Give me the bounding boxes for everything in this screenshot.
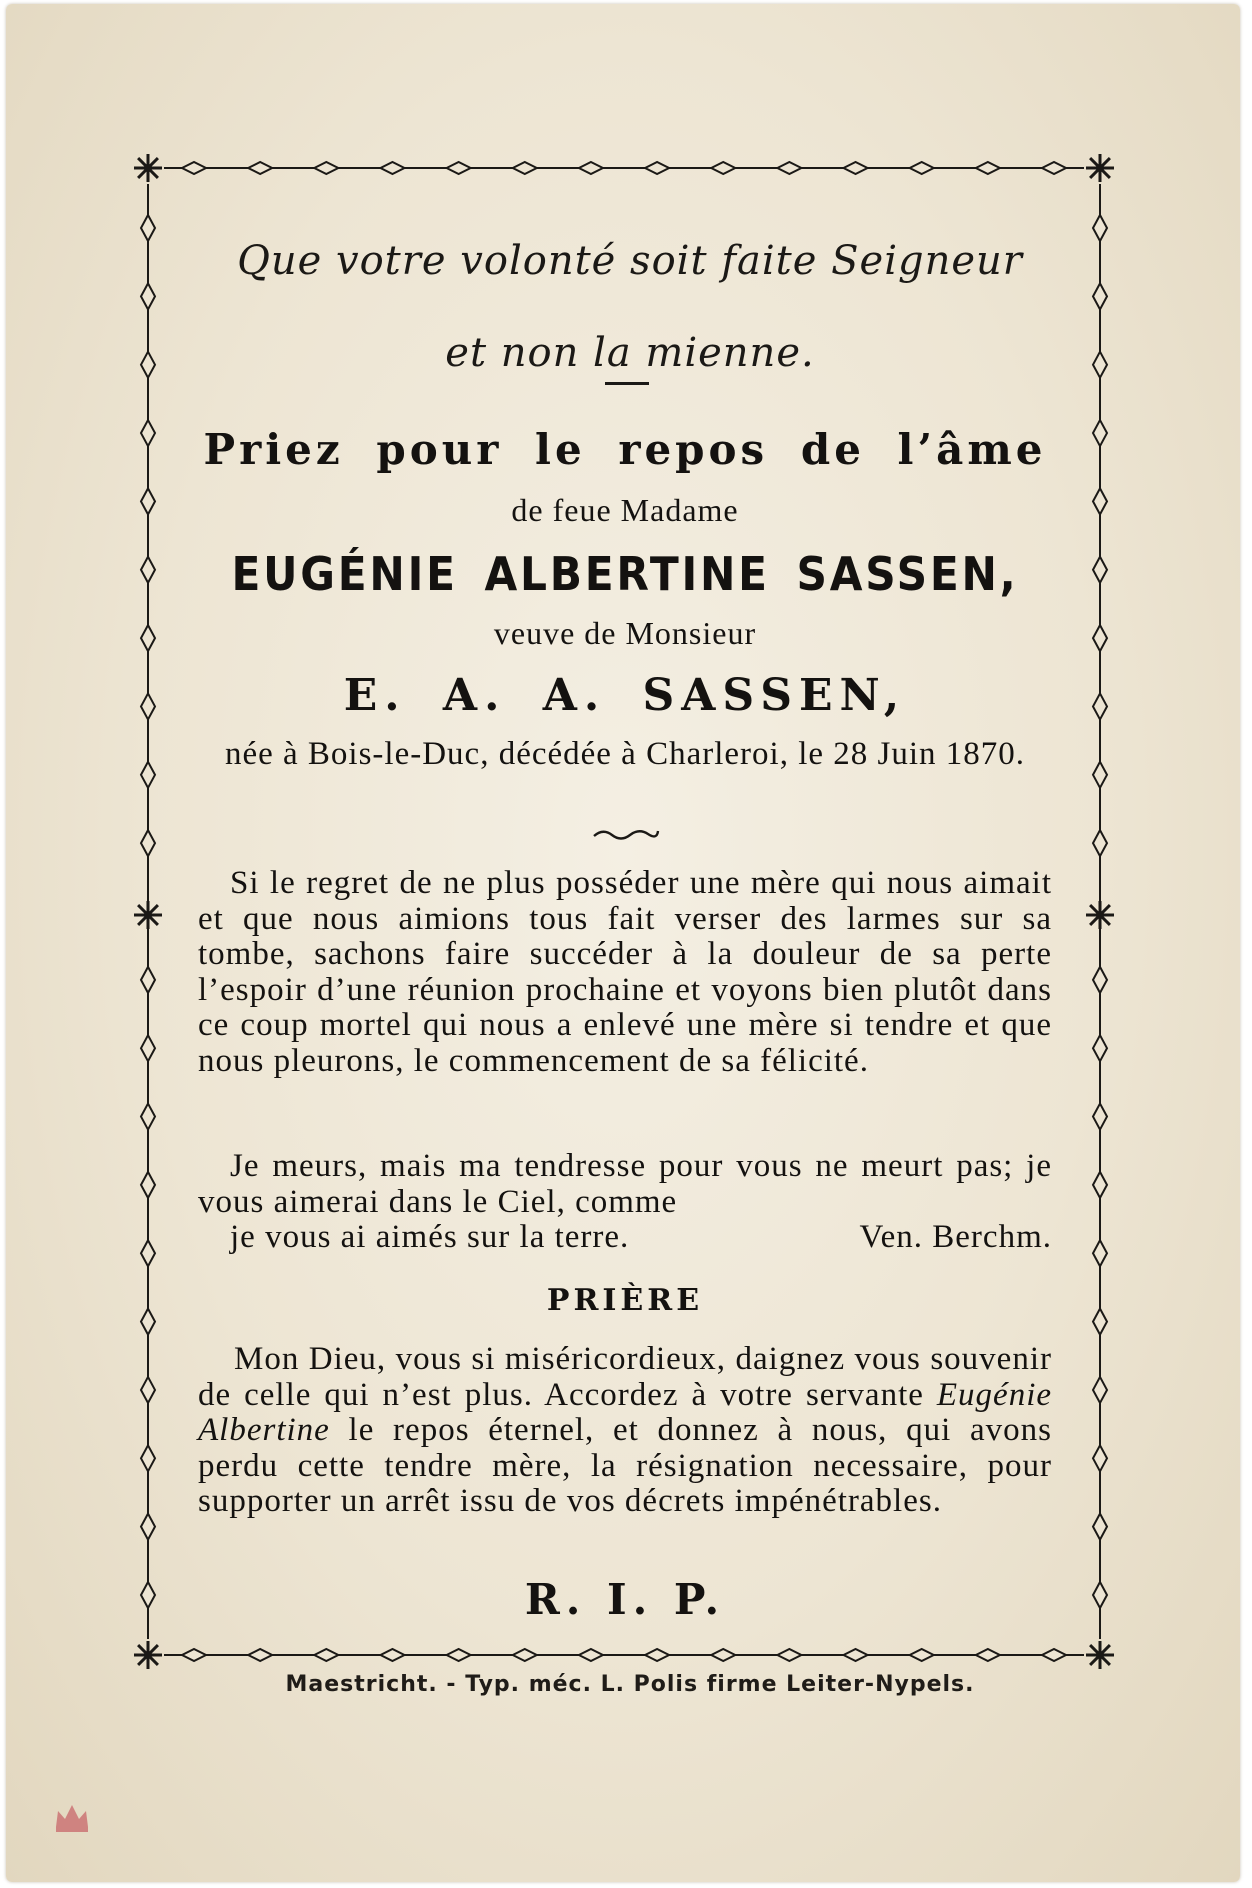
printer-credit: Maestricht. - Typ. méc. L. Polis firme Leiter-Nypels. [285, 1672, 975, 1697]
paragraph-quote [198, 1149, 1052, 1256]
tilde-swirl-icon [590, 826, 662, 842]
husband-name: E. A. A. SASSEN, [343, 670, 907, 721]
birth-death-line: née à Bois-le-Duc, décédée à Charleroi, le 28 Juin 1870. [224, 736, 1026, 772]
prayer-title: PRIÈRE [546, 1283, 704, 1318]
deceased-name: EUGÉNIE ALBERTINE SASSEN, [231, 547, 1019, 601]
prayer-text [198, 1342, 1052, 1520]
motto: Que votre volonté soit faite Seigneur et non la mienne. [237, 238, 1023, 376]
quote-last-line: je vous ai aimés sur la terre. [230, 1219, 630, 1256]
quote-text: Je meurs, mais ma tendresse pour vous ne meurt pas; je vous aimerai dans le Ciel, comme [198, 1148, 1052, 1220]
paragraph-regret: Si le regret de ne plus posséder une mère qui nous aimait et que nous aimions tous fait verser des larmes sur sa tombe, sachons faire succéder à la douleur de sa perte l’espoir d’une réunion prochaine et voyons bien plutôt dans ce coup mortel qui nous a enlevé une mère si tendre et que nous pleurons, le commencement de sa félicité. [198, 865, 1052, 1079]
feue-line: de feue Madame [511, 492, 739, 528]
collector-stamp-icon [50, 1797, 94, 1835]
prayer-name: Eugénie Albertine [198, 1376, 1053, 1449]
quote-source: Ven. Berchm. [859, 1219, 1052, 1256]
quote-signature-line [198, 1220, 1052, 1256]
prayer-text-after: le repos éternel, et donnez à nous, qui avons perdu cette tendre mère, la résignation necessaire, pour supporter un arrêt issu de vos décrets impénétrables. [198, 1412, 1053, 1520]
rip: R. I. P. [524, 1575, 726, 1624]
prayer-text-before: Mon Dieu, vous si miséricordieux, daignez vous souvenir de celle qui n’est plus. Accordez à votre servante [198, 1341, 1052, 1413]
prayer-heading: Priez pour le repos de l’âme [203, 425, 1047, 474]
divider-dash [605, 382, 649, 385]
veuve-line: veuve de Monsieur [493, 615, 757, 651]
